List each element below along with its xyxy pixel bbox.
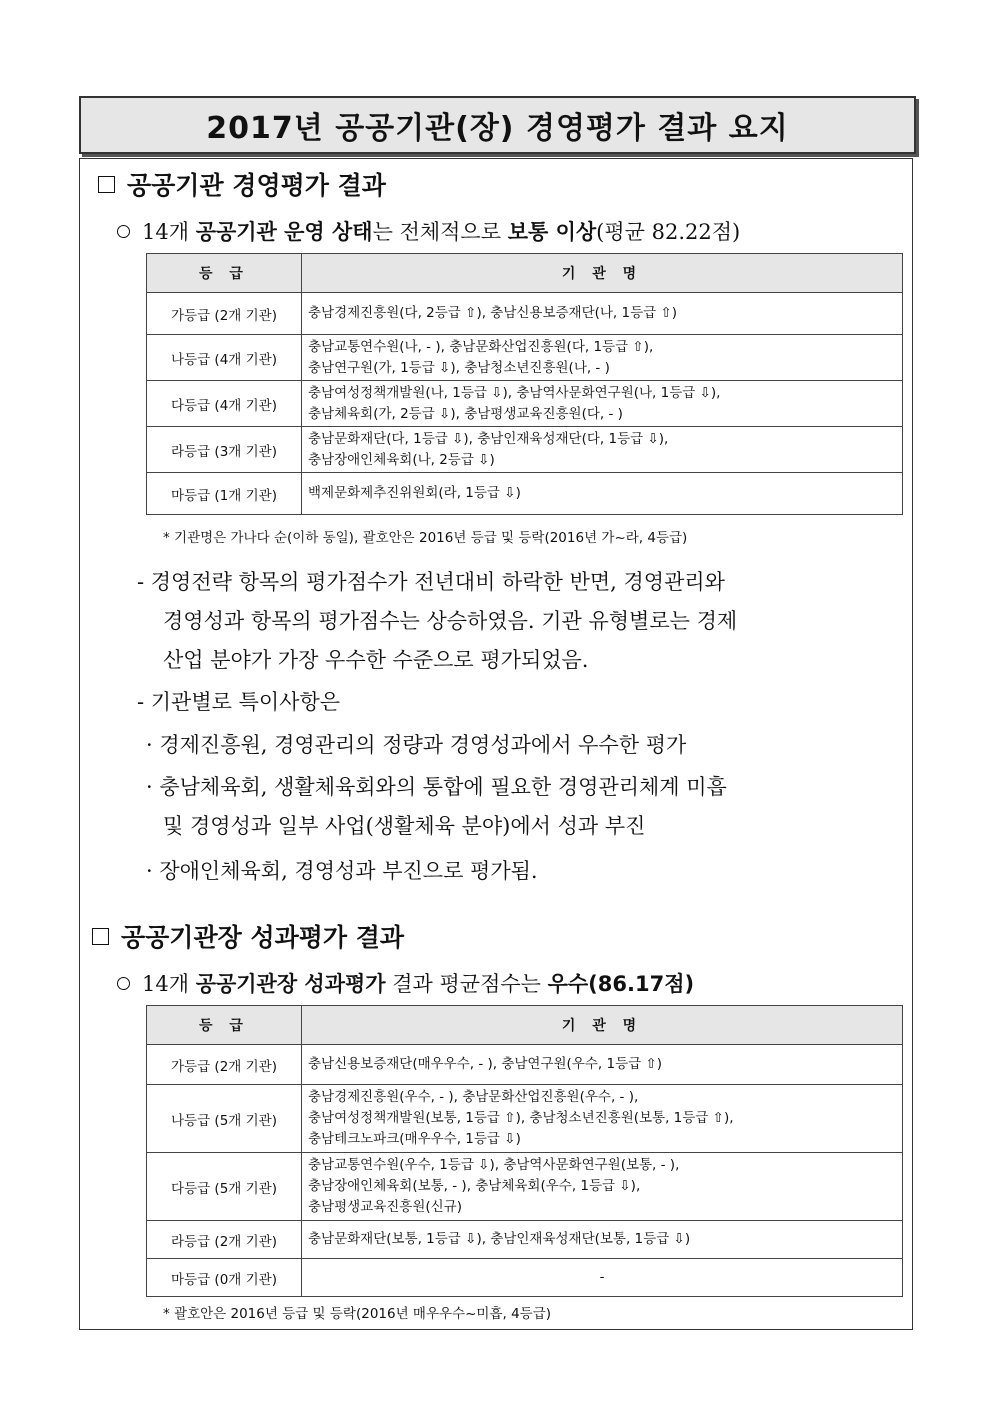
dash-item-1-line1: - 경영전략 항목의 평가점수가 전년대비 하락한 반면, 경영관리와 — [137, 570, 725, 594]
section2-summary: 14개 공공기관장 성과평가 결과 평균점수는 우수(86.17점) — [117, 968, 694, 998]
bullet-item-3: · 장애인체육회, 경영성과 부진으로 평가됨. — [146, 859, 538, 883]
square-bullet-icon — [98, 176, 115, 193]
document-title: 2017년 공공기관(장) 경영평가 결과 요지 — [79, 96, 916, 154]
table-row: 나등급 (5개 기관) 충남경제진흥원(우수, - ), 충남문화산업진흥원(우수, - ), 충남여성정책개발원(보통, 1등급 ⇧), 충남청소년진흥원(보통, 1등급 ⇧), 충남테크노파크(매우우수, 1등급 ⇩) — [147, 1085, 903, 1153]
bullet-item-1: · 경제진흥원, 경영관리의 정량과 경영성과에서 우수한 평가 — [146, 733, 687, 757]
col-header-grade: 등 급 — [147, 254, 302, 293]
table-row: 라등급 (2개 기관) 충남문화재단(보통, 1등급 ⇩), 충남인재육성재단(보통, 1등급 ⇩) — [147, 1221, 903, 1259]
table-row: 다등급 (4개 기관) 충남여성정책개발원(나, 1등급 ⇩), 충남역사문화연구원(나, 1등급 ⇩), 충남체육회(가, 2등급 ⇩), 충남평생교육진흥원(다, - ) — [147, 381, 903, 427]
section2-grade-table — [146, 1005, 903, 1297]
dash-item-2: - 기관별로 특이사항은 — [137, 690, 341, 714]
section1-grade-table — [146, 253, 903, 515]
bullet-item-2-line2: 및 경영성과 일부 사업(생활체육 분야)에서 성과 부진 — [163, 814, 646, 838]
section1-summary: 14개 공공기관 운영 상태 는 전체적으로 보통 이상 (평균 82.22점) — [117, 216, 740, 246]
dash-item-1-line3: 산업 분야가 가장 우수한 수준으로 평가되었음. — [163, 648, 589, 672]
table-row: 마등급 (1개 기관) 백제문화제추진위원회(라, 1등급 ⇩) — [147, 473, 903, 515]
section2-heading: 공공기관장 성과평가 결과 — [92, 918, 404, 954]
square-bullet-icon — [92, 928, 109, 945]
table-row: 가등급 (2개 기관) 충남경제진흥원(다, 2등급 ⇧), 충남신용보증재단(나, 1등급 ⇧) — [147, 293, 903, 335]
table-row: 다등급 (5개 기관) 충남교통연수원(우수, 1등급 ⇩), 충남역사문화연구원(보통, - ), 충남장애인체육회(보통, - ), 충남체육회(우수, 1등급 ⇩), 충남평생교육진흥원(신규) — [147, 1153, 903, 1221]
col-header-grade: 등 급 — [147, 1006, 302, 1045]
col-header-org: 기 관 명 — [302, 1006, 903, 1045]
bullet-item-2-line1: · 충남체육회, 생활체육회와의 통합에 필요한 경영관리체계 미흡 — [146, 775, 727, 799]
dash-item-1-line2: 경영성과 항목의 평가점수는 상승하였음. 기관 유형별로는 경제 — [163, 609, 738, 633]
section1-heading: 공공기관 경영평가 결과 — [98, 166, 386, 202]
table-row: 라등급 (3개 기관) 충남문화재단(다, 1등급 ⇩), 충남인재육성재단(다, 1등급 ⇩), 충남장애인체육회(나, 2등급 ⇩) — [147, 427, 903, 473]
table-row: 가등급 (2개 기관) 충남신용보증재단(매우우수, - ), 충남연구원(우수, 1등급 ⇧) — [147, 1045, 903, 1085]
section2-footnote: * 괄호안은 2016년 등급 및 등락(2016년 매우우수~미흡, 4등급) — [163, 1306, 552, 1322]
circle-bullet-icon — [117, 977, 130, 990]
col-header-org: 기 관 명 — [302, 254, 903, 293]
table-row: 마등급 (0개 기관) - — [147, 1259, 903, 1297]
circle-bullet-icon — [117, 225, 130, 238]
section1-footnote: * 기관명은 가나다 순(이하 동일), 괄호안은 2016년 등급 및 등락(2016년 가~라, 4등급) — [163, 530, 688, 546]
table-row: 나등급 (4개 기관) 충남교통연수원(나, - ), 충남문화산업진흥원(다, 1등급 ⇧), 충남연구원(가, 1등급 ⇩), 충남청소년진흥원(나, - ) — [147, 335, 903, 381]
